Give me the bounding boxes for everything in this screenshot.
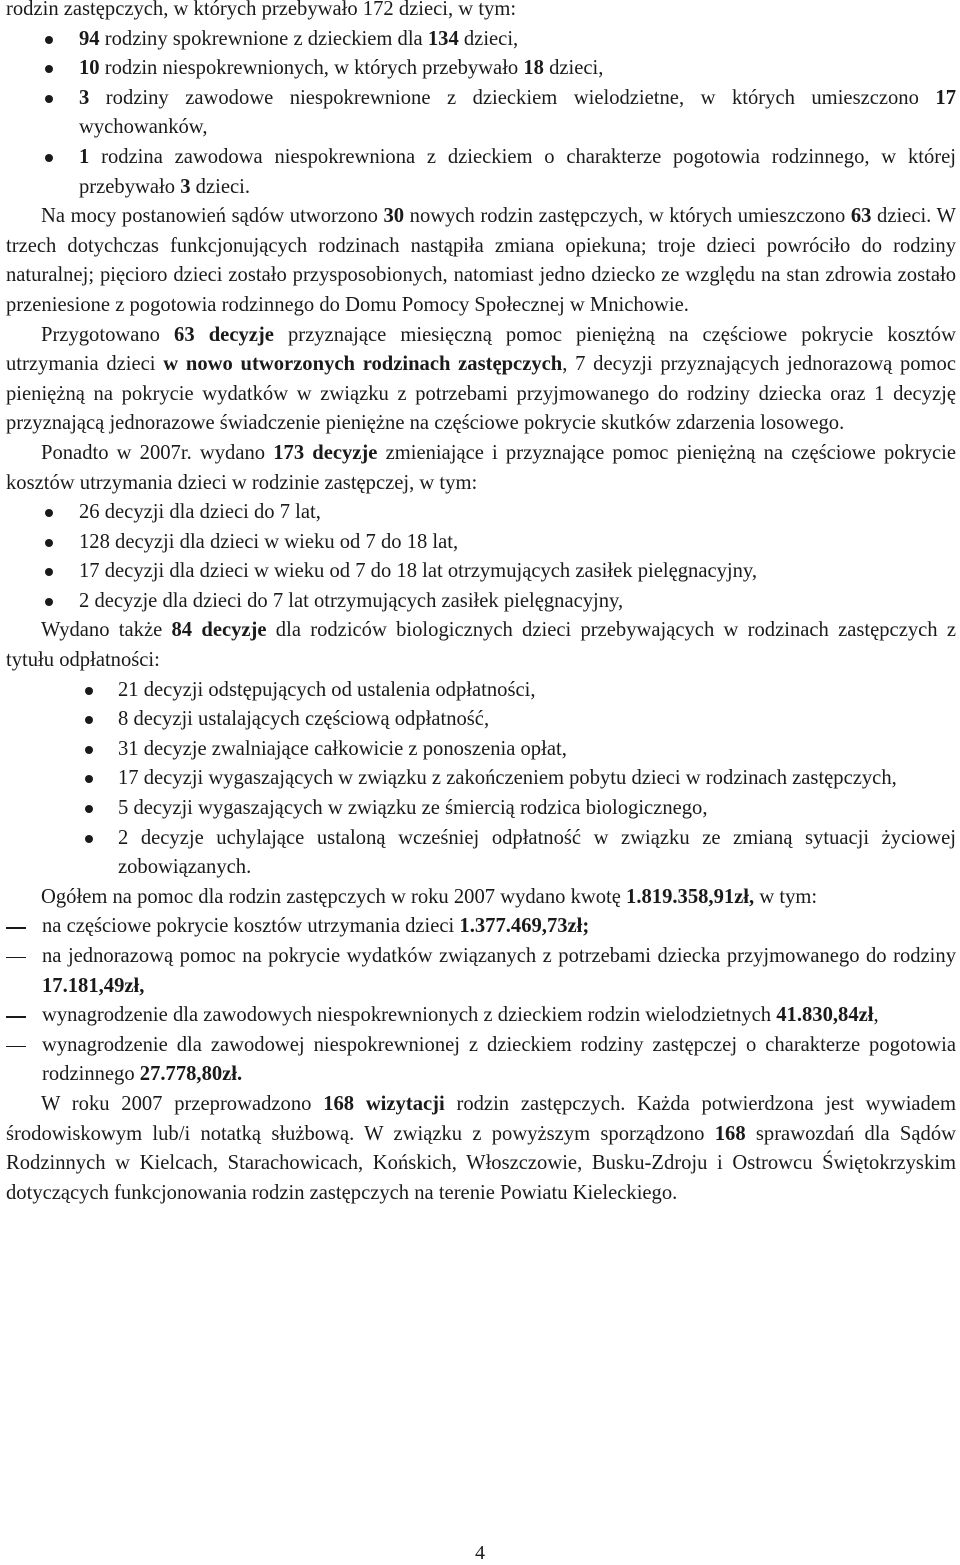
paragraph-2007: Ponadto w 2007r. wydano 173 decyzje zmieniające i przyznające pomoc pieniężną na częściowe pokrycie kosztów utrzymania dzieci w rodzinie zastępczej, w tym: xyxy=(6,441,956,494)
list-item: 5 decyzji wygaszających w związku ze śmiercią rodzica biologicznego, xyxy=(6,794,956,824)
list-item: wynagrodzenie dla zawodowych niespokrewnionych z dzieckiem rodzin wielodzietnych 41.830,84zł, xyxy=(6,1001,956,1031)
paragraph-visits: W roku 2007 przeprowadzono 168 wizytacji rodzin zastępczych. Każda potwierdzona jest wywiadem środowiskowym lub/i notatką służbową. W związku z powyższym sporządzono 168 sprawozdań dla Sądów Rodzinnych w Kielcach, Starachowicach, Końskich, Włoszczowie, Busku-Zdroju i Ostrowcu Świętokrzyskim dotyczących funkcjonowania rodzin zastępczych na terenie Powiatu Kieleckiego. xyxy=(6,1092,957,1204)
list-item: 26 decyzji dla dzieci do 7 lat, xyxy=(6,498,956,528)
list-item: 31 decyzje zwalniające całkowicie z ponoszenia opłat, xyxy=(6,735,956,765)
fees-list xyxy=(6,676,956,883)
list-item: 17 decyzji wygaszających w związku z zakończeniem pobytu dzieci w rodzinach zastępczych, xyxy=(6,764,956,794)
amounts-list xyxy=(6,912,956,1090)
list-item: 94 rodziny spokrewnione z dzieckiem dla 134 dzieci, xyxy=(6,25,956,55)
paragraph-courts: Na mocy postanowień sądów utworzono 30 nowych rodzin zastępczych, w których umieszczono 63 dzieci. W trzech dotychczas funkcjonujących rodzinach nastąpiła zmiana opiekuna; troje dzieci powróciło do rodziny naturalnej; pięcioro dzieci zostało przysposobionych, natomiast jedno dziecko ze względu na stan zdrowia zostało przeniesione z pogotowia rodzinnego do Domu Pomocy Społecznej w Mnichowie. xyxy=(6,205,956,316)
page-number: 4 xyxy=(475,1542,485,1564)
list-item: 21 decyzji odstępujących od ustalenia odpłatności, xyxy=(6,676,956,706)
list-item: 3 rodziny zawodowe niespokrewnione z dzieckiem wielodzietne, w których umieszczono 17 wychowanków, xyxy=(6,84,956,143)
list-item: na jednorazową pomoc na pokrycie wydatków związanych z potrzebami dziecka przyjmowanego do rodziny 17.181,49zł, xyxy=(6,942,956,1001)
intro-line: rodzin zastępczych, w których przebywało 172 dzieci, w tym: xyxy=(6,0,517,20)
families-list xyxy=(6,25,956,203)
document-body xyxy=(6,0,956,1208)
list-item: 8 decyzji ustalających częściową odpłatność, xyxy=(6,705,956,735)
list-item: wynagrodzenie dla zawodowej niespokrewnionej z dzieckiem rodziny zastępczej o charakterze pogotowia rodzinnego 27.778,80zł. xyxy=(6,1031,956,1090)
paragraph-decisions: Przygotowano 63 decyzje przyznające miesięczną pomoc pieniężną na częściowe pokrycie kosztów utrzymania dzieci w nowo utworzonych rodzinach zastępczych, 7 decyzji przyznających jednorazową pomoc pieniężną na pokrycie wydatków w związku z potrzebami przyjmowanego do rodziny dziecka oraz 1 decyzję przyznającą jednorazowe świadczenie pieniężne na częściowe pokrycie skutków zdarzenia losowego. xyxy=(6,323,956,435)
list-item: 10 rodzin niespokrewnionych, w których przebywało 18 dzieci, xyxy=(6,54,956,84)
list-item: na częściowe pokrycie kosztów utrzymania dzieci 1.377.469,73zł; xyxy=(6,912,956,942)
list-item: 2 decyzje dla dzieci do 7 lat otrzymujących zasiłek pielęgnacyjny, xyxy=(6,587,956,617)
list-item: 128 decyzji dla dzieci w wieku od 7 do 18 lat, xyxy=(6,528,956,558)
list-item: 1 rodzina zawodowa niespokrewniona z dzieckiem o charakterze pogotowia rodzinnego, w której przebywało 3 dzieci. xyxy=(6,143,956,202)
paragraph-total: Ogółem na pomoc dla rodzin zastępczych w roku 2007 wydano kwotę 1.819.358,91zł, w tym: xyxy=(41,885,818,908)
list-item: 2 decyzje uchylające ustaloną wcześniej odpłatność w związku ze zmianą sytuacji życiowej zobowiązanych. xyxy=(6,824,956,883)
paragraph-parents: Wydano także 84 decyzje dla rodziców biologicznych dzieci przebywających w rodzinach zastępczych z tytułu odpłatności: xyxy=(6,619,956,672)
list-item: 17 decyzji dla dzieci w wieku od 7 do 18 lat otrzymujących zasiłek pielęgnacyjny, xyxy=(6,557,956,587)
decisions-list xyxy=(6,498,956,616)
